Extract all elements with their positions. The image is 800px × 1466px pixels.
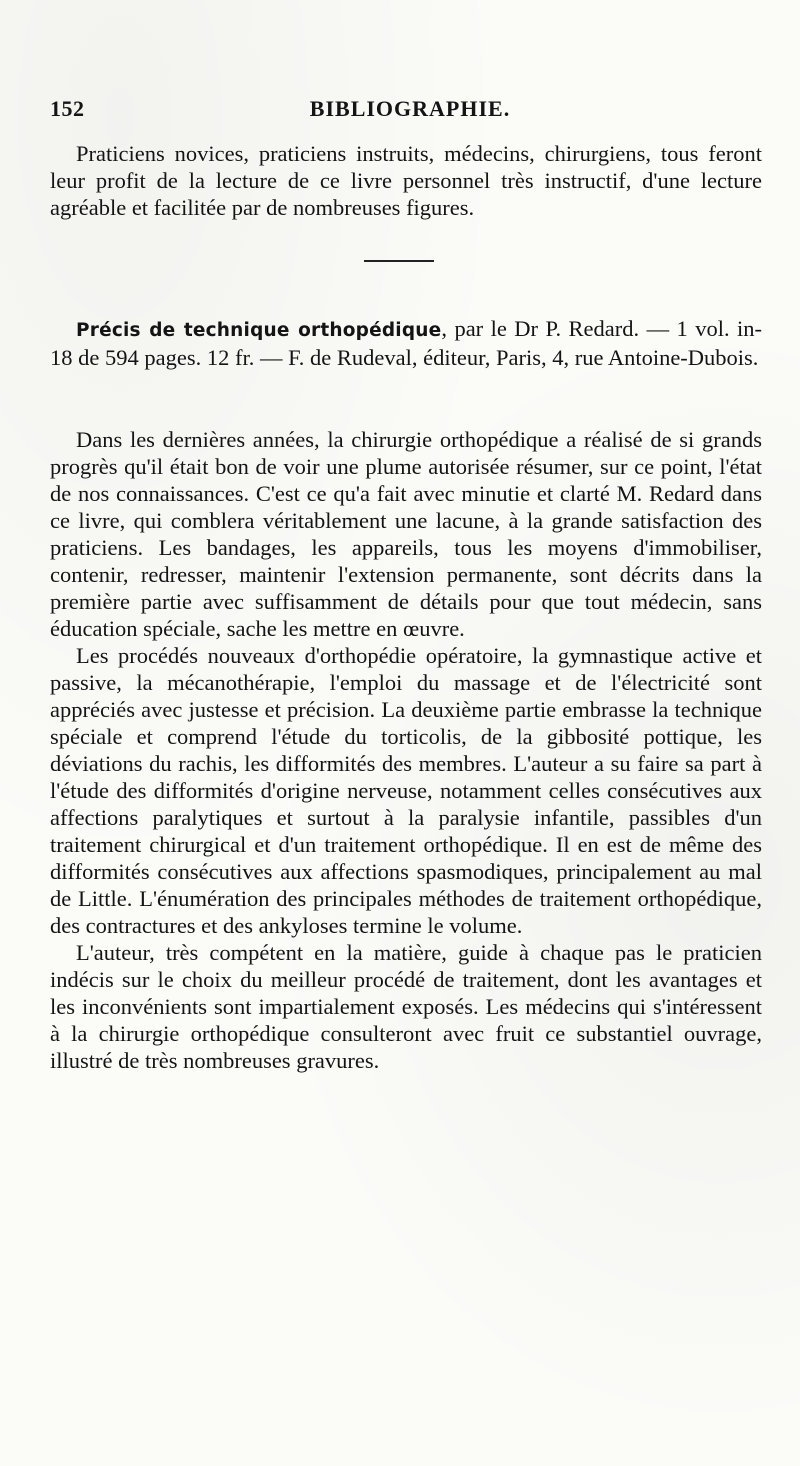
review-paragraph: Les procédés nouveaux d'orthopédie opératoire, la gymnastique active et passive, la mécanothérapie, l'emploi du massage et de l'électricité sont appréciés avec justesse et précision. La deuxième partie embrasse la technique spéciale et comprend l'étude du torticolis, de la gibbosité pottique, les déviations du rachis, les difformités des membres. L'auteur a su faire sa part à l'étude des difformités d'origine nerveuse, notamment celles consécutives aux affections paralytiques et surtout à la paralysie infantile, passibles d'un traitement chirurgical et d'un traitement orthopédique. Il en est de même des difformités consécutives aux affections spasmodiques, principalement au mal de Little. L'énumération des principales méthodes de traitement orthopédique, des contractures et des ankyloses termine le volume. <box>50 643 762 938</box>
review-paragraph: L'auteur, très compétent en la matière, guide à chaque pas le praticien indécis sur le choix du meilleur procédé de traitement, dont les avantages et les inconvénients sont impartialement exposés. Les médecins qui s'intéressent à la chirurgie orthopédique consulteront avec fruit ce substantiel ouvrage, illustré de très nombreuses gravures. <box>50 940 762 1073</box>
book-title: Précis de technique orthopédique <box>76 320 442 341</box>
intro-paragraph: Praticiens novices, praticiens instruits, médecins, chirurgiens, tous feront leur profit de la lecture de ce livre personnel très instructif, d'une lecture agréable et facilitée par de nombreuses figures. <box>50 141 762 220</box>
section-divider <box>364 260 434 262</box>
review-paragraph: Dans les dernières années, la chirurgie orthopédique a réalisé de si grands progrès qu'il était bon de voir une plume autorisée résumer, sur ce point, l'état de nos connaissances. C'est ce qu'a fait avec minutie et clarté M. Redard dans ce livre, qui comblera véritablement une lacune, à la grande satisfaction des praticiens. Les bandages, les appareils, tous les moyens d'immobiliser, contenir, redresser, maintenir l'extension permanente, sont décrits dans la première partie avec suffisamment de détails pour que tout médecin, sans éducation spéciale, sache les mettre en œuvre. <box>50 427 762 641</box>
review-body <box>50 426 762 1074</box>
section-title: BIBLIOGRAPHIE. <box>309 96 511 121</box>
intro-paragraph-block <box>50 140 762 221</box>
page-number: 152 <box>50 96 85 121</box>
citation-paragraph <box>50 315 762 371</box>
book-citation <box>50 315 762 371</box>
running-head <box>50 96 762 126</box>
citation-details: , par le Dr P. Redard. — 1 vol. in-18 de 594 pages. 12 fr. — F. de Rudeval, éditeur, Paris, 4, rue Antoine-Dubois. <box>50 316 763 370</box>
